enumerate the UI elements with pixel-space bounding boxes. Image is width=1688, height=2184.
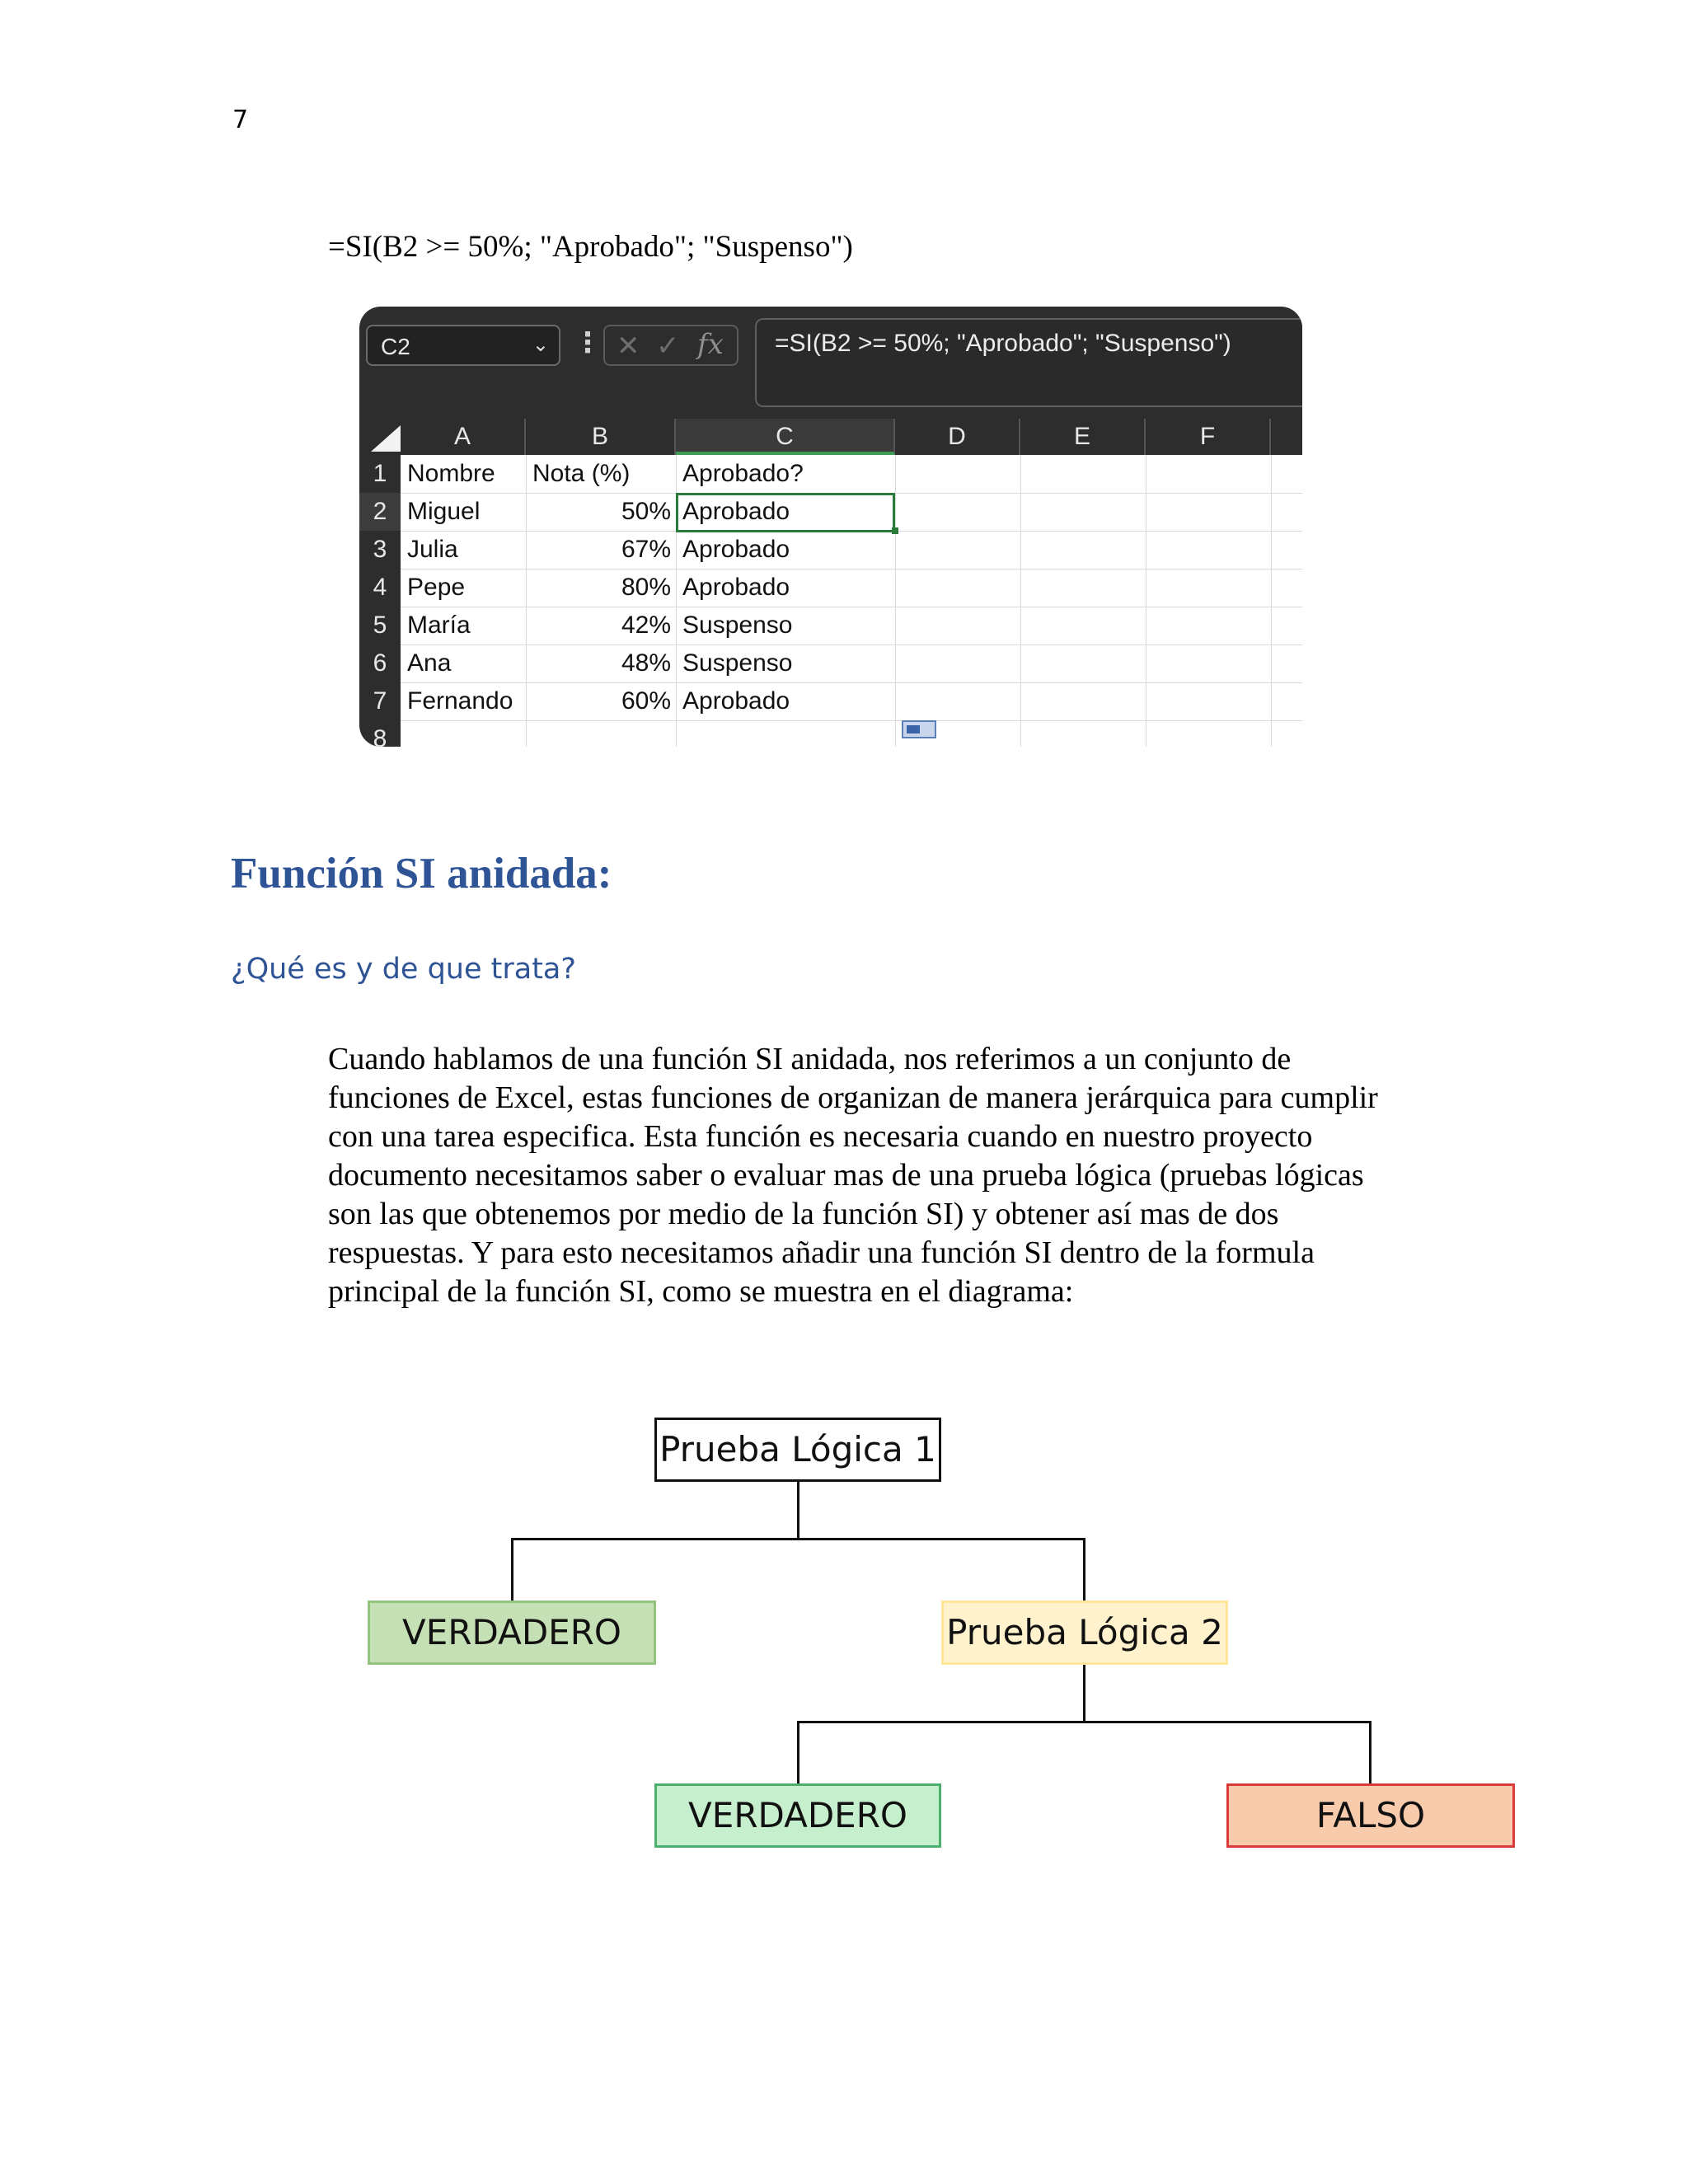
paragraph-line: Cuando hablamos de una función SI anidada, nos referimos a un conjunto de xyxy=(328,1042,1292,1076)
paragraph-line: son las que obtenemos por medio de la función SI) y obtener así mas de dos xyxy=(328,1197,1279,1231)
quick-analysis-icon[interactable] xyxy=(902,720,936,738)
connector-line xyxy=(797,1721,1372,1723)
sub-heading: ¿Qué es y de que trata? xyxy=(231,953,576,986)
cell-b3[interactable]: 67% xyxy=(621,536,671,563)
column-header-b[interactable]: B xyxy=(526,419,676,455)
name-box[interactable] xyxy=(366,325,560,366)
cell-a1[interactable]: Nombre xyxy=(407,460,495,487)
connector-line xyxy=(797,1482,799,1540)
cell-a2[interactable]: Miguel xyxy=(407,498,481,525)
select-all-icon[interactable] xyxy=(371,425,401,452)
column-header-e[interactable]: E xyxy=(1020,419,1146,455)
row-header-5[interactable]: 5 xyxy=(373,612,387,639)
node-verdadero-2: VERDADERO xyxy=(654,1783,941,1848)
cell-a5[interactable]: María xyxy=(407,612,471,639)
formula-bar xyxy=(359,307,1302,419)
connector-line xyxy=(511,1538,1085,1540)
vertical-dots-icon[interactable]: ⋮ xyxy=(574,326,602,359)
row-header-6[interactable]: 6 xyxy=(373,649,387,677)
row-header-4[interactable]: 4 xyxy=(373,574,387,601)
formula-text: =SI(B2 >= 50%; "Aprobado"; "Suspenso") xyxy=(775,330,1231,357)
connector-line xyxy=(797,1721,799,1783)
body-paragraph xyxy=(328,1040,1449,1311)
spreadsheet-grid[interactable] xyxy=(401,455,1302,747)
paragraph-line: funciones de Excel, estas funciones de organizan de manera jerárquica para cumplir xyxy=(328,1080,1378,1115)
connector-line xyxy=(511,1538,513,1601)
cell-b6[interactable]: 48% xyxy=(621,649,671,677)
active-cell-outline xyxy=(676,493,895,532)
formula-buttons xyxy=(603,325,738,366)
connector-line xyxy=(1369,1721,1372,1783)
cell-a7[interactable]: Fernando xyxy=(407,687,513,715)
node-prueba-logica-2: Prueba Lógica 2 xyxy=(941,1601,1228,1665)
cell-c4[interactable]: Aprobado xyxy=(682,574,790,601)
column-header-c[interactable]: C xyxy=(676,419,895,455)
cell-a6[interactable]: Ana xyxy=(407,649,452,677)
paragraph-line: con una tarea especifica. Esta función es necesaria cuando en nuestro proyecto xyxy=(328,1119,1313,1154)
cell-c1[interactable]: Aprobado? xyxy=(682,460,804,487)
enter-icon[interactable]: ✓ xyxy=(656,330,680,363)
connector-line xyxy=(1083,1665,1085,1722)
cell-b2[interactable]: 50% xyxy=(621,498,671,525)
row-header-8[interactable]: 8 xyxy=(373,725,387,747)
cell-c2[interactable]: Aprobado xyxy=(682,498,790,525)
row-headers xyxy=(359,455,401,747)
cancel-icon[interactable]: ✕ xyxy=(617,330,640,363)
page-number: 7 xyxy=(232,105,249,134)
cell-c3[interactable]: Aprobado xyxy=(682,536,790,563)
excel-screenshot xyxy=(359,307,1302,747)
column-header-d[interactable]: D xyxy=(895,419,1020,455)
row-header-3[interactable]: 3 xyxy=(373,536,387,563)
cell-b5[interactable]: 42% xyxy=(621,612,671,639)
column-header-a[interactable]: A xyxy=(401,419,526,455)
fx-icon[interactable]: fx xyxy=(697,328,724,361)
connector-line xyxy=(1083,1538,1085,1601)
row-header-1[interactable]: 1 xyxy=(373,460,387,487)
fill-handle[interactable] xyxy=(892,527,898,534)
column-headers xyxy=(359,419,1302,455)
cell-b1[interactable]: Nota (%) xyxy=(532,460,631,487)
formula-example: =SI(B2 >= 50%; "Aprobado"; "Suspenso") xyxy=(328,230,853,264)
formula-input[interactable] xyxy=(755,318,1302,407)
column-header-f[interactable]: F xyxy=(1146,419,1271,455)
row-header-7[interactable]: 7 xyxy=(373,687,387,715)
paragraph-line: principal de la función SI, como se muestra en el diagrama: xyxy=(328,1274,1074,1309)
node-falso: FALSO xyxy=(1226,1783,1515,1848)
cell-a4[interactable]: Pepe xyxy=(407,574,466,601)
paragraph-line: documento necesitamos saber o evaluar mas de una prueba lógica (pruebas lógicas xyxy=(328,1158,1364,1193)
cell-c5[interactable]: Suspenso xyxy=(682,612,793,639)
node-verdadero-1: VERDADERO xyxy=(368,1601,656,1665)
node-prueba-logica-1: Prueba Lógica 1 xyxy=(654,1418,941,1482)
name-box-value: C2 xyxy=(381,334,410,359)
chevron-down-icon[interactable]: ⌄ xyxy=(532,333,549,356)
cell-b7[interactable]: 60% xyxy=(621,687,671,715)
paragraph-line: respuestas. Y para esto necesitamos añadir una función SI dentro de la formula xyxy=(328,1235,1315,1270)
cell-a3[interactable]: Julia xyxy=(407,536,458,563)
cell-c6[interactable]: Suspenso xyxy=(682,649,793,677)
cell-c7[interactable]: Aprobado xyxy=(682,687,790,715)
row-header-2[interactable]: 2 xyxy=(359,493,401,531)
cell-b4[interactable]: 80% xyxy=(621,574,671,601)
section-heading: Función SI anidada: xyxy=(231,850,612,898)
